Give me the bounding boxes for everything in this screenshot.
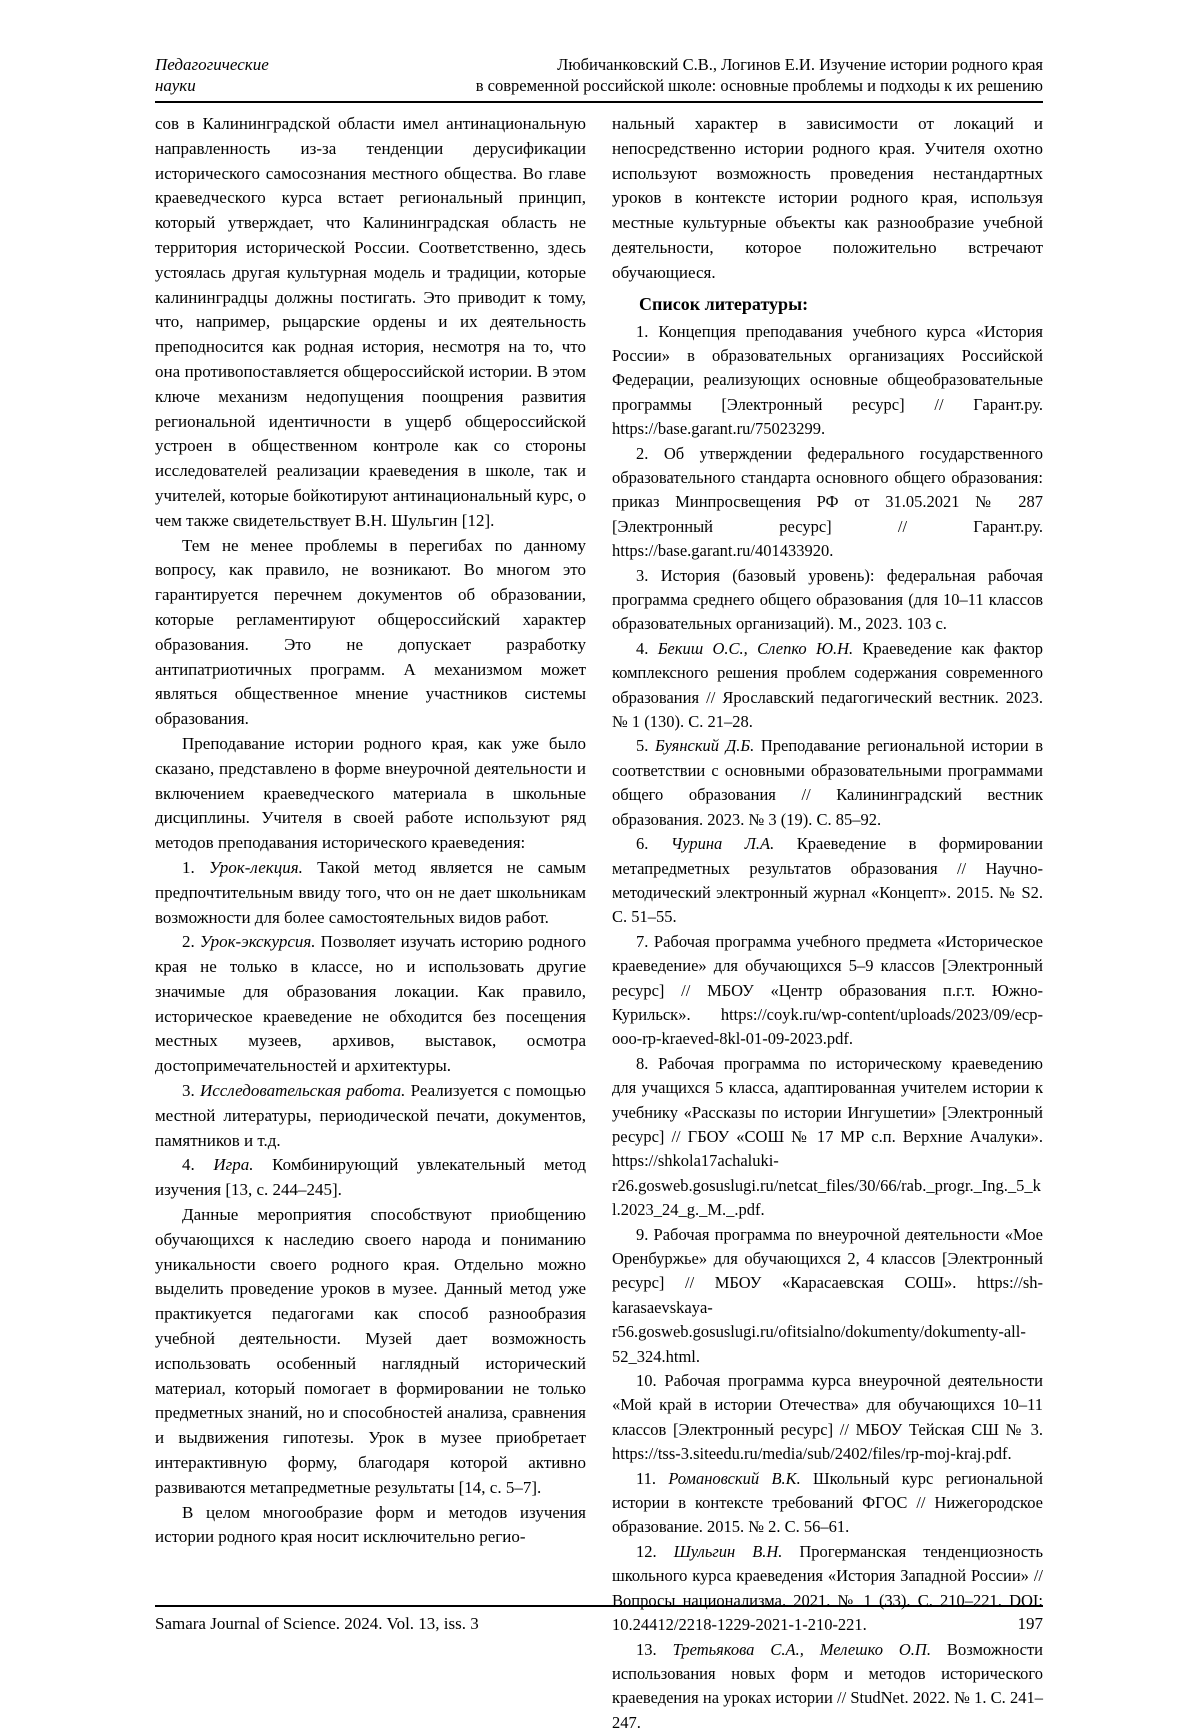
paragraph [155,1501,586,1551]
right-column [612,112,1043,1735]
reference-item [612,1467,1043,1540]
reference-item [612,1638,1043,1735]
ref-number: 11. [636,1468,669,1488]
page-footer [155,1605,1043,1635]
method-item-lecture [155,856,586,930]
paragraph [155,732,586,856]
ref-authors: Шульгин В.Н. [673,1541,783,1561]
paragraph [155,112,586,534]
paragraph-text: Такой метод является не самым предпочтительным ввиду того, что он не дает школьникам возможности для более самостоятельных видов работ. [155,857,586,927]
ref-authors: Бекиш О.С., Слепко Ю.Н. [657,638,854,658]
ref-text: Преподавание региональной истории в соответствии с основными образовательными программами общего образования // Калининградский вестник образования. 2023. № 3 (19). С. 85–92. [612,736,1044,829]
ref-text: Прогерманская тенденциозность школьного курса краеведения «История Западной России» // Вопросы национализма. 2021. № 1 (33). С. 210–221. DOI: 10.24412/2218-1229-2021-1-210-221. [612,1541,1043,1635]
ref-number: 12. [636,1541,674,1561]
paragraph [612,112,1043,286]
item-title: Урок-экскурсия. [199,932,316,952]
ref-authors: Третьякова С.А., Мелешко О.П. [672,1639,931,1659]
paragraph-text: Комбинирующий увлекательный метод изучения [13, с. 244–245]. [155,1155,586,1200]
reference-item [612,734,1043,832]
ref-text: 3. История (базовый уровень): федеральная рабочая программа среднего общего образования (для 10–11 классов образовательных организаций). М., 2023. 103 с. [612,565,1043,634]
paragraph-text: В целом многообразие форм и методов изучения истории родного края носит исключительно регио- [155,1502,586,1547]
ref-text: 9. Рабочая программа по внеурочной деятельности «Мое Оренбуржье» для обучающихся 2, 4 классов [Электронный ресурс] // МБОУ «Карасаевская СОШ». https://sh-karasaevskaya-r56.gosweb.gosuslugi.ru/ofitsialno/dokumenty/dokumenty-all-52_324.html. [612,1224,1043,1366]
reference-item [612,320,1043,442]
ref-text: Краеведение в формировании метапредметных результатов образования // Научно-методический электронный журнал «Концепт». 2015. № S2. С. 51–55. [612,834,1044,927]
ref-authors: Романовский В.К. [668,1468,801,1488]
paragraph-text: нальный характер в зависимости от локаций и непосредственно истории родного края. Учителя охотно используют возможность проведения нестандартных уроков в контексте истории родного края, используя местные культурные объекты как разнообразие учебной деятельности, которое положительно встречают обучающиеся. [612,114,1043,282]
paragraph [155,1203,586,1501]
reference-item [612,637,1043,735]
page-number: 197 [1017,1614,1043,1633]
item-title: Игра. [213,1155,254,1175]
references-heading: Список литературы: [639,293,809,314]
paragraph [155,534,586,732]
ref-number: 13. [636,1639,673,1659]
reference-item [612,1223,1043,1369]
ref-number: 4. [636,638,658,658]
section-line-2: науки [155,76,196,95]
ref-text: Краеведение как фактор комплексного решения проблем содержания современного образования // Ярославский педагогический вестник. 2023. № 1 (130). С. 21–28. [612,638,1043,732]
journal-citation: Samara Journal of Science. 2024. Vol. 13, iss. 3 [155,1614,479,1633]
left-column [155,112,586,1735]
item-number: 3. [182,1081,200,1101]
ref-text: 8. Рабочая программа по историческому краеведению для учащихся 5 класса, адаптированная учителем истории к учебнику «Рассказы по истории Ингушетии» [Электронный ресурс] // ГБОУ «СОШ № 17 МР с.п. Верхние Ачалуки». https://shkola17achaluki-r26.gosweb.gosuslugi.ru/netcat_files/30/66/rab._progr._Ing._5_kl.2023_24_g._M._.pdf. [612,1053,1043,1220]
paragraph-text: Позволяет изучать историю родного края не только в классе, но и использовать другие значимые для образования локации. Как правило, историческое краеведение не обходится без посещения местных музеев, архивов, выставок, осмотра достопримечательностей и архитектуры. [155,932,587,1076]
two-column-body [155,112,1043,1735]
item-number: 2. [182,932,200,952]
ref-number: 5. [636,736,656,756]
ref-authors: Буянский Д.Б. [655,736,755,756]
reference-item [612,832,1043,930]
item-number: 1. [182,857,209,877]
ref-text: Школьный курс региональной истории в контексте требований ФГОС // Нижегородское образование. 2015. № 2. С. 56–61. [612,1468,1044,1537]
page-header [155,54,1043,103]
paragraph-text: Тем не менее проблемы в перегибах по данному вопросу, как правило, не возникают. Во многом это гарантируется перечнем документов об образовании, которые регламентируют общероссийский характер образования. Это не допускает разработку антипатриотичных программ. А механизмом может являться общественное мнение участников системы образования. [155,535,586,729]
item-title: Исследовательская работа. [199,1081,406,1101]
ref-number: 6. [636,834,671,854]
ref-text: 2. Об утверждении федерального государственного образовательного стандарта основного общего образования: приказ Минпросвещения РФ от 31.05.2021 № 287 [Электронный ресурс] // Гарант.ру. https://base.garant.ru/401433920. [612,443,1043,561]
method-item-research [155,1079,586,1153]
ref-authors: Чурина Л.А. [670,834,775,854]
running-title-line-1: Любичанковский С.В., Логинов Е.И. Изучение истории родного края [557,55,1043,74]
reference-item [612,564,1043,637]
reference-item [612,442,1043,564]
reference-item [612,1052,1043,1223]
ref-text: Возможности использования новых форм и методов исторического краеведения на уроках истории // StudNet. 2022. № 1. С. 241–247. [612,1639,1044,1732]
journal-section [155,54,269,96]
paragraph-text: Данные мероприятия способствуют приобщению обучающихся к наследию своего народа и пониманию уникальности своего родного края. Отдельно можно выделить проведение уроков в музее. Данный метод уже практикуется педагогами как способ разнообразия учебной деятельности. Музей дает возможность использовать особенный наглядный исторический материал, который помогает в формировании не только предметных знаний, но и способностей анализа, сравнения и выдвижения гипотезы. Урок в музее приобретает интерактивную форму, благодаря которой активно развиваются метапредметные результаты [14, с. 5–7]. [155,1205,586,1497]
paragraph-text: сов в Калининградской области имел антинациональную направленность из-за тенденции дерусификации исторического самосознания местного общества. Во главе краеведческого курса встает региональный принцип, который утверждает, что Калининградская область не территория исторической России. Соответственно, здесь устоялась другая культурная модель и традиции, которые калининградцы должны постигать. Это приводит к тому, что, например, рыцарские ордены и их деятельность преподносится как родная история, несмотря на то, что она противопоставляется общероссийской истории. В этом ключе механизм недопущения поощрения развития региональной идентичности в ущерб общероссийской устроен в общественном контроле как со стороны исследователей реализации краеведения в школе, так и учителей, которые бойкотируют антинациональный курс, о чем также свидетельствует В.Н. Шульгин [12]. [155,114,586,530]
paragraph-text: Реализуется с помощью местной литературы, периодической печати, документов, памятников и т.д. [155,1081,587,1150]
item-title: Урок-лекция. [208,857,303,877]
running-title-line-2: в современной российской школе: основные проблемы и подходы к их решению [475,76,1043,95]
reference-item [612,930,1043,1052]
item-number: 4. [182,1155,214,1175]
running-title [476,54,1043,96]
paragraph-text: Преподавание истории родного края, как уже было сказано, представлено в форме внеурочной деятельности и включением краеведческого материала в школьные дисциплины. Учителя в своей работе используют ряд методов преподавания исторического краеведения: [155,733,586,853]
ref-text: 7. Рабочая программа учебного предмета «Историческое краеведение» для обучающихся 5–9 классов [Электронный ресурс] // МБОУ «Центр образования п.г.т. Южно-Курильск». https://coyk.ru/wp-content/uploads/2023/09/ecp-ooo-rp-kraeved-8kl-01-09-2023.pdf. [612,931,1043,1049]
section-line-1: Педагогические [155,55,269,74]
reference-item [612,1369,1043,1467]
ref-text: 1. Концепция преподавания учебного курса «История России» в образовательных организациях Российской Федерации, реализующих основные общеобразовательные программы [Электронный ресурс] // Гарант.ру. https://base.garant.ru/75023299. [612,321,1043,439]
method-item-game [155,1153,586,1203]
ref-text: 10. Рабочая программа курса внеурочной деятельности «Мой край в истории Отечества» для обучающихся 10–11 классов [Электронный ресурс] // МБОУ Тейская СШ № 3. https://tss-3.siteedu.ru/media/sub/2402/files/rp-moj-kraj.pdf. [612,1371,1043,1464]
method-item-excursion [155,930,586,1079]
